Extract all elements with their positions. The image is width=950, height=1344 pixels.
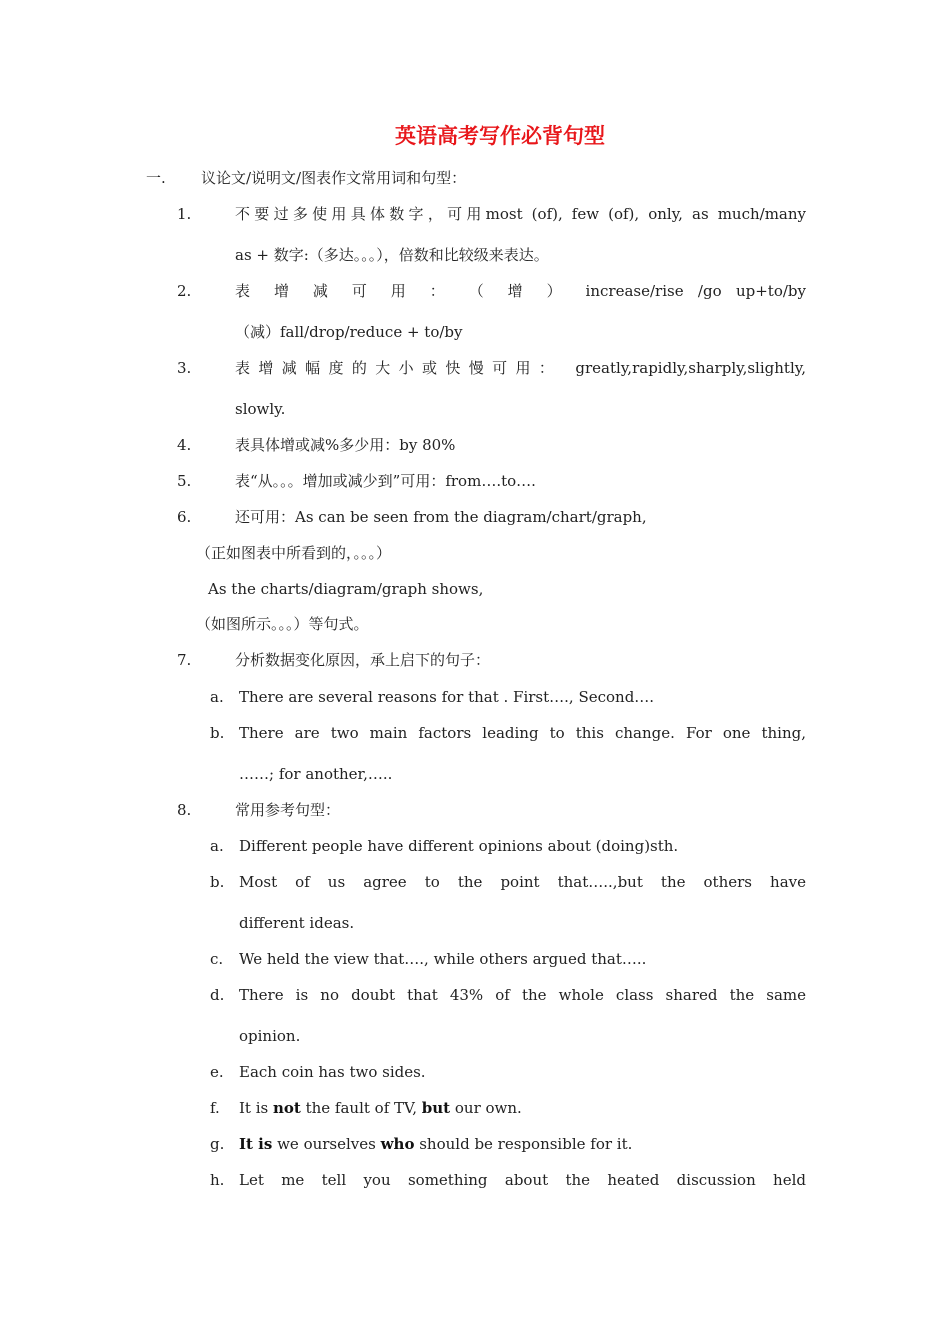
item-text: 表增减幅度的大小或快慢可用： greatly,rapidly,sharply,slightly, (235, 359, 806, 377)
item-text-continued: slowly. (235, 400, 286, 418)
sub-item-letter: g. (210, 1135, 225, 1153)
sub-item-text-continued: ……; for another,….. (239, 765, 393, 783)
sub-item-text: Most of us agree to the point that…..,but the others have (239, 873, 806, 891)
sub-item-text: Let me tell you something about the heated discussion held (239, 1171, 806, 1189)
page-title: 英语高考写作必背句型 (395, 124, 605, 148)
sub-item-text (239, 1134, 632, 1154)
sub-item-text (239, 1098, 522, 1118)
item-text: 表“从。。。增加或减少到”可用：from….to…. (235, 472, 536, 490)
sub-item-text: Different people have different opinions about (doing)sth. (239, 837, 679, 855)
item-text: 还可用：As can be seen from the diagram/chart/graph, (235, 508, 647, 526)
sub-item-letter: b. (210, 724, 225, 742)
item-text-continued: as + 数字:（多达。。。），倍数和比较级来表达。 (235, 246, 549, 264)
emphasis-who: who (380, 1135, 415, 1153)
emphasis-not: not (272, 1099, 301, 1117)
item-number: 1. (177, 205, 192, 223)
sub-item-text-continued: opinion. (239, 1027, 301, 1045)
item-number: 6. (177, 508, 192, 526)
item-number: 3. (177, 359, 192, 377)
item-number: 4. (177, 436, 192, 454)
item-text-continued: （减）fall/drop/reduce + to/by (235, 323, 463, 341)
item-text: 表 增 减 可 用 ： （ 增 ） increase/rise /go up+to/by (235, 282, 806, 300)
text-segment: the fault of TV, (300, 1099, 422, 1117)
item-number: 8. (177, 801, 192, 819)
sub-item-text: There are two main factors leading to this change. For one thing, (239, 724, 806, 742)
sub-item-text-continued: different ideas. (239, 914, 355, 932)
item-text-continued: （如图所示。。。）等句式。 (196, 615, 369, 633)
text-segment: should be responsible for it. (414, 1135, 633, 1153)
sub-item-letter: c. (210, 950, 224, 968)
section-heading: 议论文/说明文/图表作文常用词和句型： (201, 169, 467, 187)
item-text: 表具体增或减%多少用：by 80% (235, 436, 456, 454)
item-text-continued: （正如图表中所看到的，。。。） (196, 544, 392, 562)
sub-item-letter: a. (210, 837, 224, 855)
item-text: 常用参考句型： (235, 801, 341, 819)
sub-item-text: We held the view that…., while others argued that….. (239, 950, 647, 968)
sub-item-text: There is no doubt that 43% of the whole class shared the same (239, 986, 806, 1004)
text-segment: our own. (450, 1099, 522, 1117)
section-marker: 一. (146, 169, 166, 187)
item-number: 5. (177, 472, 192, 490)
item-text-continued: As the charts/diagram/graph shows, (208, 580, 484, 598)
sub-item-letter: d. (210, 986, 225, 1004)
item-text: 不要过多使用具体数字，可用most (of), few (of), only, as much/many (235, 205, 806, 223)
item-number: 7. (177, 651, 192, 669)
sub-item-letter: h. (210, 1171, 225, 1189)
text-segment: It is (239, 1099, 273, 1117)
item-text: 分析数据变化原因，承上启下的句子： (235, 651, 491, 669)
sub-item-letter: a. (210, 688, 224, 706)
sub-item-letter: b. (210, 873, 225, 891)
sub-item-letter: e. (210, 1063, 224, 1081)
sub-item-letter: f. (210, 1099, 220, 1117)
sub-item-text: Each coin has two sides. (239, 1063, 426, 1081)
emphasis-it-is: It is (239, 1135, 273, 1153)
sub-item-text: There are several reasons for that . First…., Second…. (239, 688, 655, 706)
emphasis-but: but (421, 1099, 451, 1117)
text-segment: we ourselves (272, 1135, 381, 1153)
item-number: 2. (177, 282, 192, 300)
